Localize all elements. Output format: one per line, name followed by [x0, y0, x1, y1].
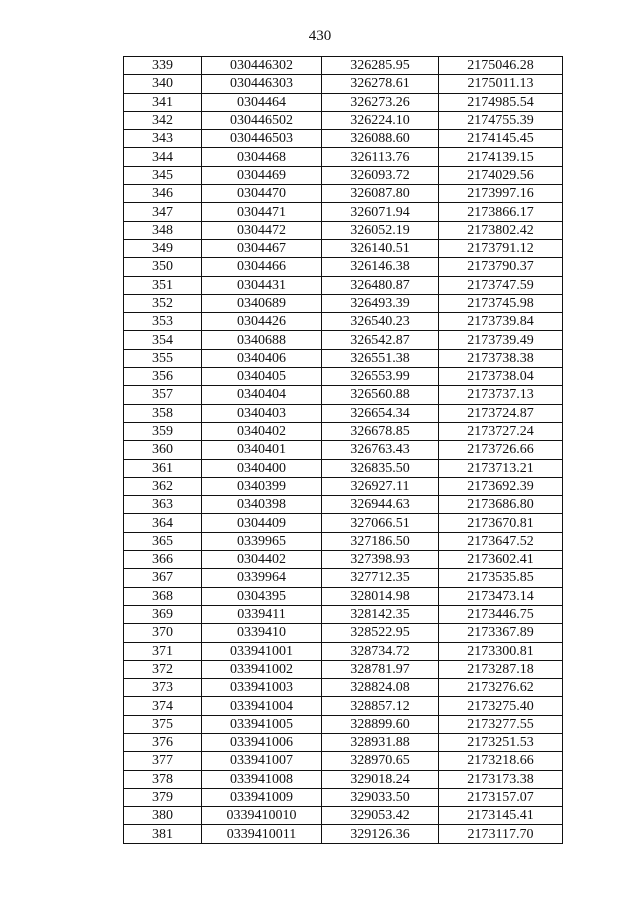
table-row [124, 93, 563, 111]
table-row [124, 496, 563, 514]
x-coordinate-cell: 326071.94 [322, 203, 439, 221]
row-number-cell: 380 [124, 807, 202, 825]
table-row [124, 203, 563, 221]
y-coordinate-cell: 2175011.13 [439, 75, 563, 93]
point-id-cell: 0304402 [202, 551, 322, 569]
row-number-cell: 346 [124, 185, 202, 203]
point-id-cell: 0340688 [202, 331, 322, 349]
row-number-cell: 348 [124, 221, 202, 239]
y-coordinate-cell: 2173145.41 [439, 807, 563, 825]
y-coordinate-cell: 2174985.54 [439, 93, 563, 111]
table-row [124, 660, 563, 678]
point-id-cell: 0304431 [202, 276, 322, 294]
y-coordinate-cell: 2174145.45 [439, 130, 563, 148]
y-coordinate-cell: 2173739.49 [439, 331, 563, 349]
y-coordinate-cell: 2173738.04 [439, 368, 563, 386]
y-coordinate-cell: 2173446.75 [439, 605, 563, 623]
point-id-cell: 033941006 [202, 733, 322, 751]
table-row [124, 75, 563, 93]
point-id-cell: 0304395 [202, 587, 322, 605]
table-row [124, 404, 563, 422]
point-id-cell: 030446502 [202, 111, 322, 129]
point-id-cell: 030446503 [202, 130, 322, 148]
row-number-cell: 352 [124, 294, 202, 312]
x-coordinate-cell: 328970.65 [322, 752, 439, 770]
table-row [124, 679, 563, 697]
table-row [124, 276, 563, 294]
row-number-cell: 363 [124, 496, 202, 514]
x-coordinate-cell: 326551.38 [322, 349, 439, 367]
y-coordinate-cell: 2173866.17 [439, 203, 563, 221]
point-id-cell: 0340402 [202, 422, 322, 440]
point-id-cell: 0304469 [202, 166, 322, 184]
y-coordinate-cell: 2173117.70 [439, 825, 563, 843]
row-number-cell: 347 [124, 203, 202, 221]
row-number-cell: 374 [124, 697, 202, 715]
x-coordinate-cell: 327712.35 [322, 569, 439, 587]
y-coordinate-cell: 2173173.38 [439, 770, 563, 788]
table-row [124, 715, 563, 733]
point-id-cell: 0304472 [202, 221, 322, 239]
point-id-cell: 0339410011 [202, 825, 322, 843]
x-coordinate-cell: 326944.63 [322, 496, 439, 514]
row-number-cell: 360 [124, 441, 202, 459]
y-coordinate-cell: 2173535.85 [439, 569, 563, 587]
row-number-cell: 341 [124, 93, 202, 111]
row-number-cell: 357 [124, 386, 202, 404]
y-coordinate-cell: 2173275.40 [439, 697, 563, 715]
x-coordinate-cell: 328142.35 [322, 605, 439, 623]
row-number-cell: 350 [124, 258, 202, 276]
x-coordinate-cell: 326542.87 [322, 331, 439, 349]
table-row [124, 569, 563, 587]
y-coordinate-cell: 2173686.80 [439, 496, 563, 514]
y-coordinate-cell: 2173251.53 [439, 733, 563, 751]
table-row [124, 459, 563, 477]
row-number-cell: 358 [124, 404, 202, 422]
row-number-cell: 377 [124, 752, 202, 770]
point-id-cell: 0339410 [202, 624, 322, 642]
row-number-cell: 372 [124, 660, 202, 678]
y-coordinate-cell: 2173737.13 [439, 386, 563, 404]
table-row [124, 788, 563, 806]
x-coordinate-cell: 328014.98 [322, 587, 439, 605]
y-coordinate-cell: 2174029.56 [439, 166, 563, 184]
y-coordinate-cell: 2173726.66 [439, 441, 563, 459]
x-coordinate-cell: 328857.12 [322, 697, 439, 715]
x-coordinate-cell: 326553.99 [322, 368, 439, 386]
row-number-cell: 359 [124, 422, 202, 440]
point-id-cell: 0339965 [202, 532, 322, 550]
y-coordinate-cell: 2174755.39 [439, 111, 563, 129]
point-id-cell: 030446302 [202, 57, 322, 75]
point-id-cell: 0339411 [202, 605, 322, 623]
table-row [124, 551, 563, 569]
table-row [124, 752, 563, 770]
x-coordinate-cell: 326763.43 [322, 441, 439, 459]
x-coordinate-cell: 329018.24 [322, 770, 439, 788]
point-id-cell: 033941009 [202, 788, 322, 806]
y-coordinate-cell: 2173745.98 [439, 294, 563, 312]
point-id-cell: 030446303 [202, 75, 322, 93]
x-coordinate-cell: 326140.51 [322, 239, 439, 257]
x-coordinate-cell: 326480.87 [322, 276, 439, 294]
row-number-cell: 362 [124, 477, 202, 495]
x-coordinate-cell: 326087.80 [322, 185, 439, 203]
table-row [124, 807, 563, 825]
table-row [124, 239, 563, 257]
point-id-cell: 033941008 [202, 770, 322, 788]
table-row [124, 185, 563, 203]
x-coordinate-cell: 328824.08 [322, 679, 439, 697]
table-row [124, 313, 563, 331]
table-row [124, 770, 563, 788]
point-id-cell: 033941003 [202, 679, 322, 697]
x-coordinate-cell: 326540.23 [322, 313, 439, 331]
table-row [124, 624, 563, 642]
x-coordinate-cell: 328734.72 [322, 642, 439, 660]
row-number-cell: 368 [124, 587, 202, 605]
y-coordinate-cell: 2173300.81 [439, 642, 563, 660]
table-row [124, 130, 563, 148]
table-row [124, 477, 563, 495]
x-coordinate-cell: 327066.51 [322, 514, 439, 532]
point-id-cell: 0340398 [202, 496, 322, 514]
x-coordinate-cell: 326835.50 [322, 459, 439, 477]
row-number-cell: 378 [124, 770, 202, 788]
table-row [124, 697, 563, 715]
x-coordinate-cell: 329033.50 [322, 788, 439, 806]
point-id-cell: 0304426 [202, 313, 322, 331]
row-number-cell: 364 [124, 514, 202, 532]
y-coordinate-cell: 2173473.14 [439, 587, 563, 605]
table-row [124, 514, 563, 532]
y-coordinate-cell: 2173276.62 [439, 679, 563, 697]
point-id-cell: 033941002 [202, 660, 322, 678]
x-coordinate-cell: 328781.97 [322, 660, 439, 678]
row-number-cell: 369 [124, 605, 202, 623]
table-row [124, 605, 563, 623]
table-row [124, 733, 563, 751]
point-id-cell: 0304409 [202, 514, 322, 532]
x-coordinate-cell: 326278.61 [322, 75, 439, 93]
table-row [124, 368, 563, 386]
point-id-cell: 033941001 [202, 642, 322, 660]
point-id-cell: 0340401 [202, 441, 322, 459]
row-number-cell: 355 [124, 349, 202, 367]
row-number-cell: 376 [124, 733, 202, 751]
row-number-cell: 345 [124, 166, 202, 184]
table-row [124, 441, 563, 459]
point-id-cell: 0304471 [202, 203, 322, 221]
point-id-cell: 0340400 [202, 459, 322, 477]
point-id-cell: 0304466 [202, 258, 322, 276]
row-number-cell: 353 [124, 313, 202, 331]
row-number-cell: 356 [124, 368, 202, 386]
table-row [124, 532, 563, 550]
row-number-cell: 354 [124, 331, 202, 349]
y-coordinate-cell: 2173287.18 [439, 660, 563, 678]
point-id-cell: 0340399 [202, 477, 322, 495]
row-number-cell: 381 [124, 825, 202, 843]
y-coordinate-cell: 2173739.84 [439, 313, 563, 331]
row-number-cell: 349 [124, 239, 202, 257]
point-id-cell: 0340405 [202, 368, 322, 386]
point-id-cell: 033941005 [202, 715, 322, 733]
y-coordinate-cell: 2173218.66 [439, 752, 563, 770]
y-coordinate-cell: 2173367.89 [439, 624, 563, 642]
y-coordinate-cell: 2173670.81 [439, 514, 563, 532]
row-number-cell: 342 [124, 111, 202, 129]
point-id-cell: 0340403 [202, 404, 322, 422]
x-coordinate-cell: 326113.76 [322, 148, 439, 166]
y-coordinate-cell: 2173724.87 [439, 404, 563, 422]
table-row [124, 57, 563, 75]
x-coordinate-cell: 326678.85 [322, 422, 439, 440]
table-row [124, 349, 563, 367]
y-coordinate-cell: 2173997.16 [439, 185, 563, 203]
coordinates-table [123, 56, 563, 844]
row-number-cell: 366 [124, 551, 202, 569]
table-body [124, 57, 563, 844]
y-coordinate-cell: 2173157.07 [439, 788, 563, 806]
x-coordinate-cell: 328899.60 [322, 715, 439, 733]
y-coordinate-cell: 2173738.38 [439, 349, 563, 367]
row-number-cell: 379 [124, 788, 202, 806]
point-id-cell: 0340404 [202, 386, 322, 404]
row-number-cell: 361 [124, 459, 202, 477]
x-coordinate-cell: 326493.39 [322, 294, 439, 312]
x-coordinate-cell: 326654.34 [322, 404, 439, 422]
y-coordinate-cell: 2175046.28 [439, 57, 563, 75]
table-row [124, 166, 563, 184]
row-number-cell: 375 [124, 715, 202, 733]
x-coordinate-cell: 327398.93 [322, 551, 439, 569]
y-coordinate-cell: 2173727.24 [439, 422, 563, 440]
table-row [124, 221, 563, 239]
table-row [124, 642, 563, 660]
y-coordinate-cell: 2173791.12 [439, 239, 563, 257]
x-coordinate-cell: 326093.72 [322, 166, 439, 184]
point-id-cell: 033941004 [202, 697, 322, 715]
table-row [124, 294, 563, 312]
row-number-cell: 370 [124, 624, 202, 642]
x-coordinate-cell: 326927.11 [322, 477, 439, 495]
page-number: 430 [308, 28, 332, 44]
x-coordinate-cell: 329126.36 [322, 825, 439, 843]
x-coordinate-cell: 326052.19 [322, 221, 439, 239]
row-number-cell: 339 [124, 57, 202, 75]
point-id-cell: 0339410010 [202, 807, 322, 825]
row-number-cell: 343 [124, 130, 202, 148]
x-coordinate-cell: 328931.88 [322, 733, 439, 751]
table-row [124, 422, 563, 440]
point-id-cell: 0304470 [202, 185, 322, 203]
x-coordinate-cell: 326224.10 [322, 111, 439, 129]
table-row [124, 825, 563, 843]
row-number-cell: 365 [124, 532, 202, 550]
row-number-cell: 351 [124, 276, 202, 294]
y-coordinate-cell: 2173747.59 [439, 276, 563, 294]
row-number-cell: 344 [124, 148, 202, 166]
y-coordinate-cell: 2173602.41 [439, 551, 563, 569]
y-coordinate-cell: 2173277.55 [439, 715, 563, 733]
x-coordinate-cell: 326146.38 [322, 258, 439, 276]
table-row [124, 111, 563, 129]
x-coordinate-cell: 327186.50 [322, 532, 439, 550]
row-number-cell: 373 [124, 679, 202, 697]
x-coordinate-cell: 326285.95 [322, 57, 439, 75]
point-id-cell: 0304468 [202, 148, 322, 166]
row-number-cell: 367 [124, 569, 202, 587]
x-coordinate-cell: 329053.42 [322, 807, 439, 825]
table-row [124, 587, 563, 605]
y-coordinate-cell: 2174139.15 [439, 148, 563, 166]
point-id-cell: 0340689 [202, 294, 322, 312]
point-id-cell: 0340406 [202, 349, 322, 367]
x-coordinate-cell: 326273.26 [322, 93, 439, 111]
table-row [124, 386, 563, 404]
x-coordinate-cell: 326560.88 [322, 386, 439, 404]
row-number-cell: 371 [124, 642, 202, 660]
row-number-cell: 340 [124, 75, 202, 93]
point-id-cell: 0339964 [202, 569, 322, 587]
y-coordinate-cell: 2173692.39 [439, 477, 563, 495]
table-row [124, 331, 563, 349]
table-row [124, 258, 563, 276]
y-coordinate-cell: 2173647.52 [439, 532, 563, 550]
point-id-cell: 0304464 [202, 93, 322, 111]
table-row [124, 148, 563, 166]
x-coordinate-cell: 328522.95 [322, 624, 439, 642]
point-id-cell: 0304467 [202, 239, 322, 257]
y-coordinate-cell: 2173802.42 [439, 221, 563, 239]
point-id-cell: 033941007 [202, 752, 322, 770]
y-coordinate-cell: 2173790.37 [439, 258, 563, 276]
y-coordinate-cell: 2173713.21 [439, 459, 563, 477]
x-coordinate-cell: 326088.60 [322, 130, 439, 148]
